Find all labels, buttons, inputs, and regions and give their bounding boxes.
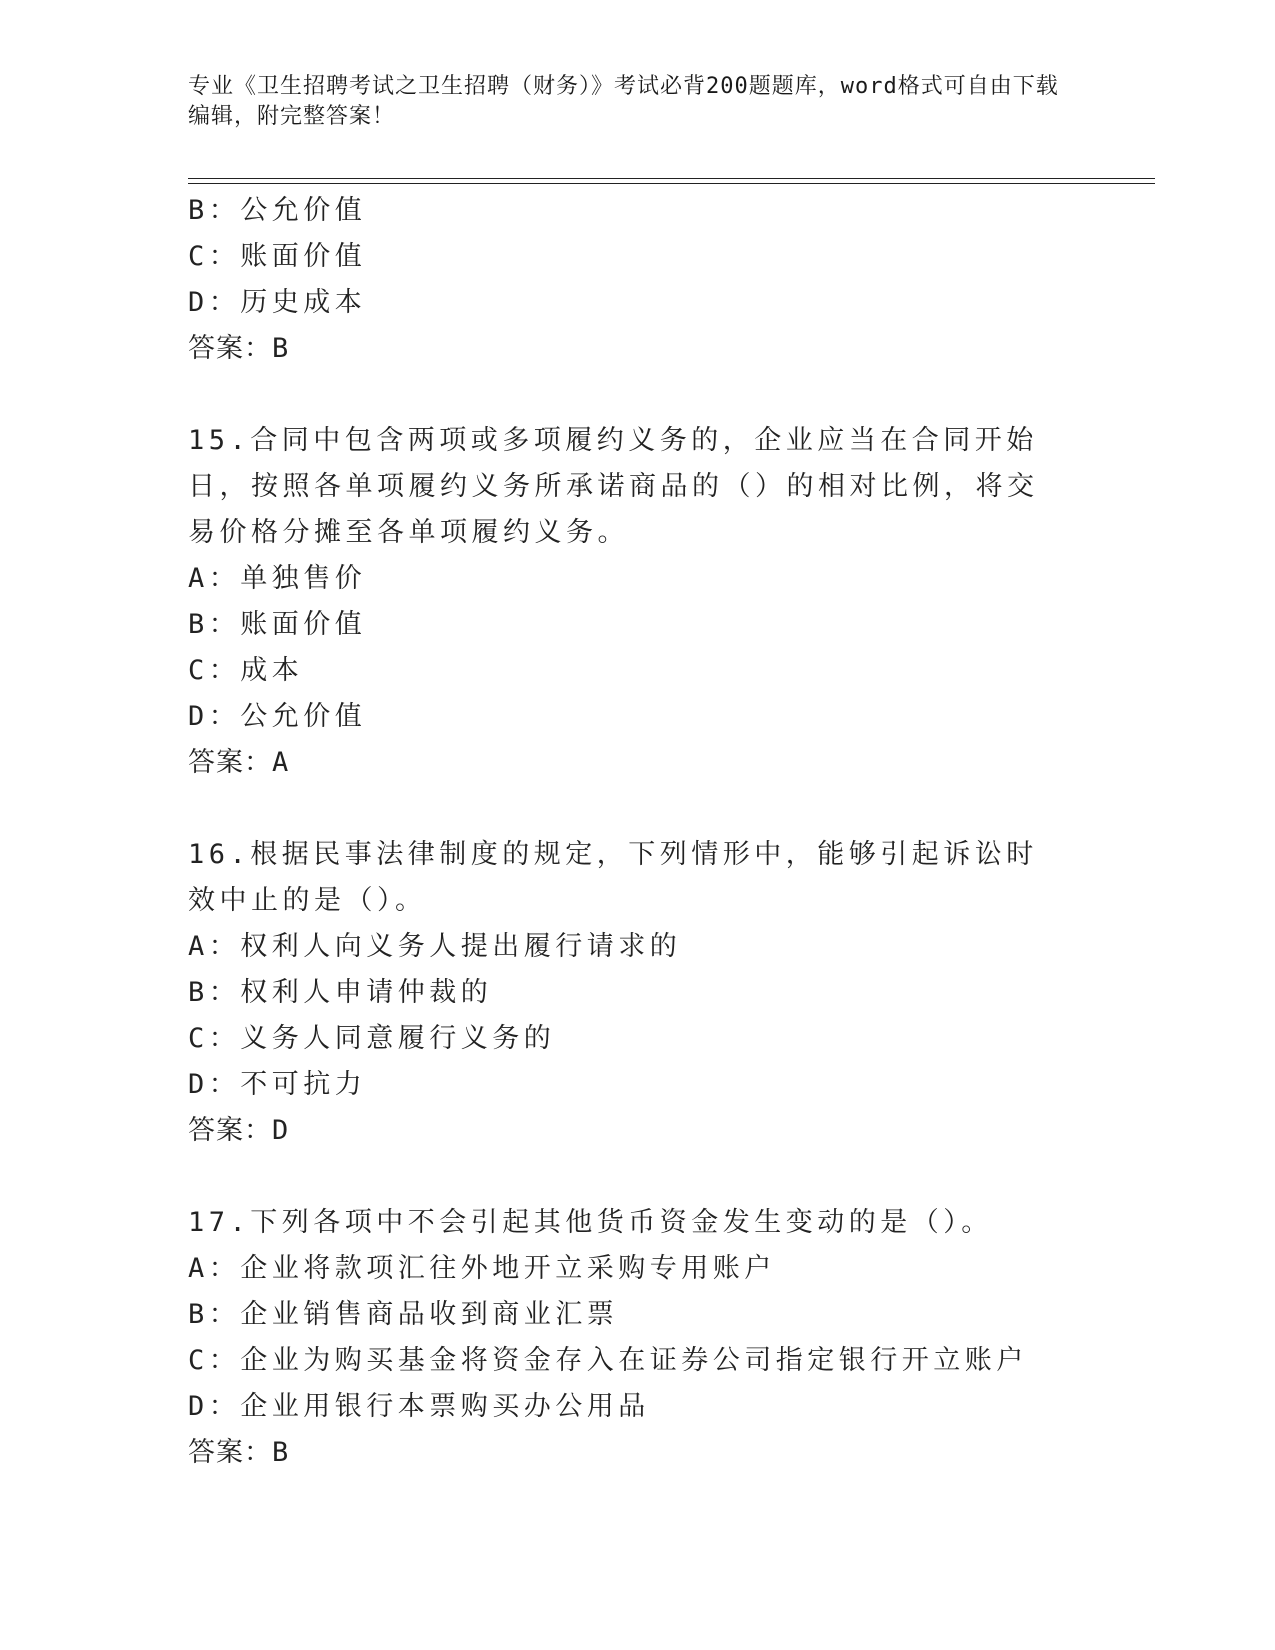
option-a: A：单独售价 [188, 563, 367, 594]
option-d: D：历史成本 [188, 287, 367, 318]
question-text: 17.下列各项中不会引起其他货币资金发生变动的是（）。 [188, 1207, 993, 1238]
question-16 [188, 832, 1068, 1154]
document-header: 专业《卫生招聘考试之卫生招聘（财务）》考试必背200题题库，word格式可自由下载编辑，附完整答案！ [188, 74, 1059, 129]
answer: 答案：B [188, 1437, 290, 1468]
option-d: D：不可抗力 [188, 1069, 367, 1100]
question-content [188, 188, 1068, 1476]
option-c: C：账面价值 [188, 241, 367, 272]
option-b: B：权利人申请仲裁的 [188, 977, 493, 1008]
question-15 [188, 418, 1068, 786]
option-c: C：企业为购买基金将资金存入在证券公司指定银行开立账户 [188, 1345, 1028, 1376]
option-a: A：权利人向义务人提出履行请求的 [188, 931, 682, 962]
header-rule-bottom [188, 183, 1155, 184]
option-c: C：成本 [188, 655, 304, 686]
question-text: 16.根据民事法律制度的规定，下列情形中，能够引起诉讼时效中止的是（）。 [188, 839, 1038, 916]
prev-question-block [188, 188, 1068, 372]
answer: 答案：A [188, 747, 290, 778]
option-a: A：企业将款项汇往外地开立采购专用账户 [188, 1253, 776, 1284]
option-b: B：公允价值 [188, 195, 367, 226]
option-d: D：公允价值 [188, 701, 367, 732]
option-b: B：企业销售商品收到商业汇票 [188, 1299, 619, 1330]
answer: 答案：D [188, 1115, 290, 1146]
option-b: B：账面价值 [188, 609, 367, 640]
question-17 [188, 1200, 1068, 1476]
option-c: C：义务人同意履行义务的 [188, 1023, 556, 1054]
question-text: 15.合同中包含两项或多项履约义务的，企业应当在合同开始日，按照各单项履约义务所承诺商品的（）的相对比例，将交易价格分摊至各单项履约义务。 [188, 425, 1039, 548]
answer: 答案：B [188, 333, 290, 364]
option-d: D：企业用银行本票购买办公用品 [188, 1391, 650, 1422]
header-rule-top [188, 178, 1155, 179]
